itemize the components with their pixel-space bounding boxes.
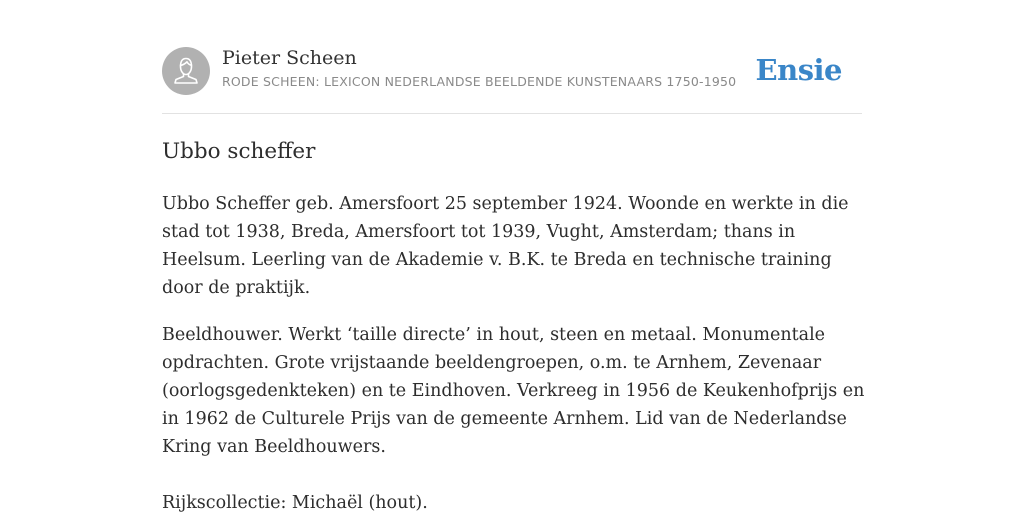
source-title[interactable]: RODE SCHEEN: LEXICON NEDERLANDSE BEELDENDE KUNSTENAARS 1750-1950 (222, 74, 737, 89)
author-avatar[interactable] (162, 47, 210, 95)
article-body (162, 190, 867, 512)
article-paragraph: Rijkscollectie: Michaël (hout). (162, 493, 428, 512)
user-icon (162, 47, 210, 95)
article-paragraph: Beeldhouwer. Werkt ‘taille directe’ in hout, steen en metaal. Monumentale opdrachten. Grote vrijstaande beeldengroepen, o.m. te Arnhem, Zevenaar (oorlogsgedenkteken) en te Eindhoven. Verkreeg in 1956 de Keukenhofprijs en in 1962 de Culturele Prijs van de gemeente Arnhem. Lid van de Nederlandse Kring van Beeldhouwers. (162, 325, 865, 457)
article-header (162, 46, 862, 96)
header-divider (162, 113, 862, 114)
ensie-logo-link[interactable]: Ensie (755, 53, 842, 87)
article-title: Ubbo scheffer (162, 139, 316, 164)
article-paragraph: Ubbo Scheffer geb. Amersfoort 25 september 1924. Woonde en werkte in die stad tot 1938, Breda, Amersfoort tot 1939, Vught, Amsterdam; thans in Heelsum. Leerling van de Akademie v. B.K. te Breda en technische training door de praktijk. (162, 194, 849, 298)
author-name[interactable]: Pieter Scheen (222, 47, 357, 69)
